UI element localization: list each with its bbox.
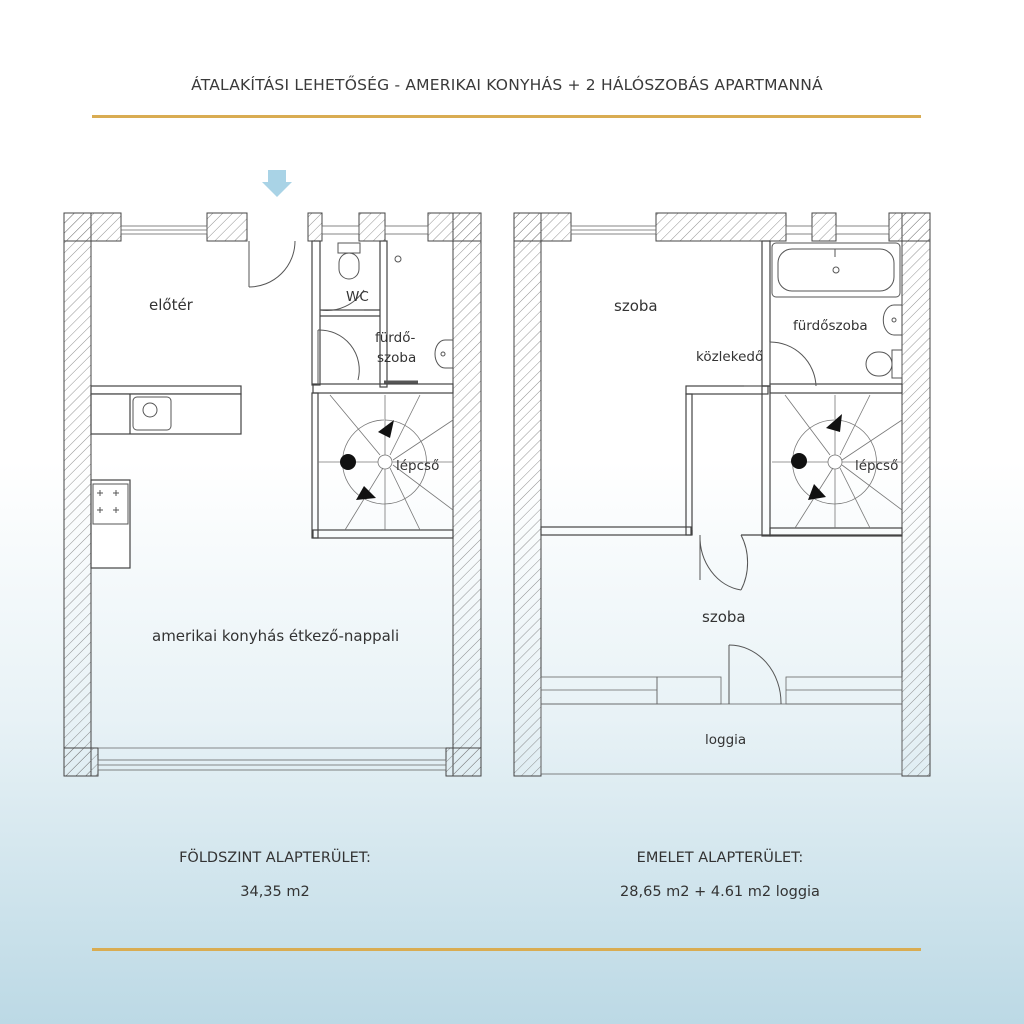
stair-start-dot — [340, 454, 356, 470]
bathtub-icon — [772, 243, 900, 297]
room-label-hall: előtér — [149, 296, 193, 314]
ground-area-value: 34,35 m2 — [240, 884, 310, 900]
room-label-stairs-upper: lépcső — [855, 458, 899, 474]
ground-floor-plan — [64, 170, 481, 776]
entrance-door — [249, 241, 295, 287]
upper-interior-walls — [541, 241, 902, 536]
upper-windows — [541, 226, 902, 774]
upper-toilet-icon — [866, 350, 902, 378]
room-label-corridor: közlekedő — [696, 349, 764, 365]
drain-icon — [395, 256, 401, 262]
ground-washbasin-icon — [435, 340, 453, 368]
ground-area-label: FÖLDSZINT ALAPTERÜLET: — [179, 850, 371, 866]
entry-arrow-icon — [262, 170, 292, 197]
upper-stair-arrow-up-icon — [826, 414, 842, 432]
upper-floor-plan — [514, 213, 930, 776]
room-label-wc: WC — [346, 289, 369, 305]
room-label-loggia: loggia — [705, 732, 747, 748]
upper-area-label: EMELET ALAPTERÜLET: — [636, 850, 804, 866]
upper-washbasin-icon — [883, 305, 902, 335]
stair-arrow-up-icon — [378, 420, 394, 438]
toilet-icon — [338, 243, 360, 279]
room-label-bath-line2: szoba — [377, 350, 417, 366]
upper-stair-dot — [791, 453, 807, 469]
room-label-bath-upper: fürdőszoba — [793, 318, 868, 334]
room-label-living: amerikai konyhás étkező-nappali — [152, 627, 400, 645]
upper-stair-arrow-down-icon — [808, 484, 826, 500]
upper-area-value: 28,65 m2 + 4.61 m2 loggia — [620, 884, 820, 900]
room-label-room1: szoba — [614, 297, 658, 315]
page-title: ÁTALAKÍTÁSI LEHETŐSÉG - AMERIKAI KONYHÁS + 2 HÁLÓSZOBÁS APARTMANNÁ — [191, 76, 823, 94]
room-label-stairs-ground: lépcső — [396, 458, 440, 474]
stair-arrow-down-icon — [356, 486, 376, 500]
bottom-divider — [92, 948, 921, 951]
room-label-bath-line1: fürdő- — [375, 330, 416, 346]
room-label-room2: szoba — [702, 608, 746, 626]
